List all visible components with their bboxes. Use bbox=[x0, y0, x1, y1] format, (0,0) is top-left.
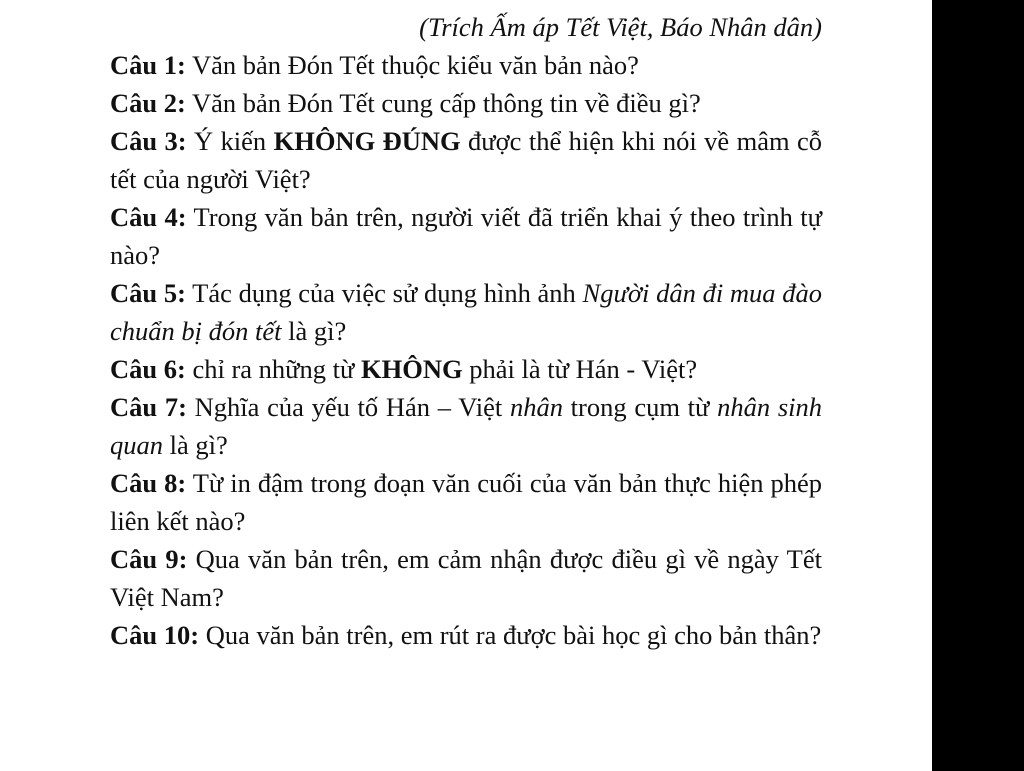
cropped-top-text bbox=[130, 0, 137, 8]
emphasis-italic: nhân bbox=[509, 392, 563, 422]
question-7 bbox=[110, 388, 822, 464]
emphasis-italic: Người dân đi mua đào chuẩn bị đón tết bbox=[110, 278, 822, 346]
question-label: Câu 10: bbox=[110, 620, 200, 650]
question-label: Câu 3: bbox=[110, 126, 187, 156]
question-text: trong cụm từ bbox=[562, 392, 718, 422]
source-citation: (Trích Ấm áp Tết Việt, Báo Nhân dân) bbox=[419, 12, 822, 42]
question-5 bbox=[110, 274, 822, 350]
black-side-bar bbox=[932, 0, 1024, 771]
question-label: Câu 4: bbox=[110, 202, 187, 232]
question-text: Qua văn bản trên, em cảm nhận được điều gì về ngày Tết Việt Nam? bbox=[110, 544, 822, 612]
question-text: Trong văn bản trên, người viết đã triển khai ý theo trình tự nào? bbox=[110, 202, 822, 270]
question-label: Câu 1: bbox=[110, 50, 186, 80]
question-text: Qua văn bản trên, em rút ra được bài học gì cho bản thân? bbox=[199, 620, 822, 650]
cropped-bottom-heading bbox=[110, 760, 119, 771]
question-label: Câu 7: bbox=[110, 392, 187, 422]
question-text: Tác dụng của việc sử dụng hình ảnh bbox=[185, 278, 583, 308]
question-2 bbox=[110, 84, 822, 122]
question-text: Văn bản Đón Tết cung cấp thông tin về điều gì? bbox=[185, 88, 701, 118]
question-label: Câu 6: bbox=[110, 354, 186, 384]
emphasis-italic: nhân sinh quan bbox=[110, 392, 822, 460]
question-text: Nghĩa của yếu tố Hán – Việt bbox=[186, 392, 510, 422]
emphasis-bold: KHÔNG bbox=[361, 354, 463, 384]
questions-container bbox=[110, 46, 822, 654]
question-10 bbox=[110, 616, 822, 654]
question-1 bbox=[110, 46, 822, 84]
emphasis-bold: KHÔNG ĐÚNG bbox=[273, 126, 461, 156]
question-label: Câu 5: bbox=[110, 278, 186, 308]
question-4 bbox=[110, 198, 822, 274]
question-9 bbox=[110, 540, 822, 616]
question-list bbox=[110, 8, 822, 654]
question-8 bbox=[110, 464, 822, 540]
question-label: Câu 9: bbox=[110, 544, 188, 574]
question-text: Văn bản Đón Tết thuộc kiểu văn bản nào? bbox=[185, 50, 639, 80]
question-label: Câu 2: bbox=[110, 88, 186, 118]
question-text: phải là từ Hán - Việt? bbox=[462, 354, 698, 384]
question-text: chỉ ra những từ bbox=[185, 354, 362, 384]
question-text: Từ in đậm trong đoạn văn cuối của văn bản thực hiện phép liên kết nào? bbox=[110, 468, 822, 536]
question-6 bbox=[110, 350, 822, 388]
question-text: Ý kiến bbox=[186, 126, 274, 156]
question-label: Câu 8: bbox=[110, 468, 187, 498]
question-3 bbox=[110, 122, 822, 198]
question-text: được thể hiện khi nói về mâm cỗ tết của người Việt? bbox=[110, 126, 822, 194]
question-text: là gì? bbox=[163, 430, 228, 460]
question-text: là gì? bbox=[281, 316, 347, 346]
